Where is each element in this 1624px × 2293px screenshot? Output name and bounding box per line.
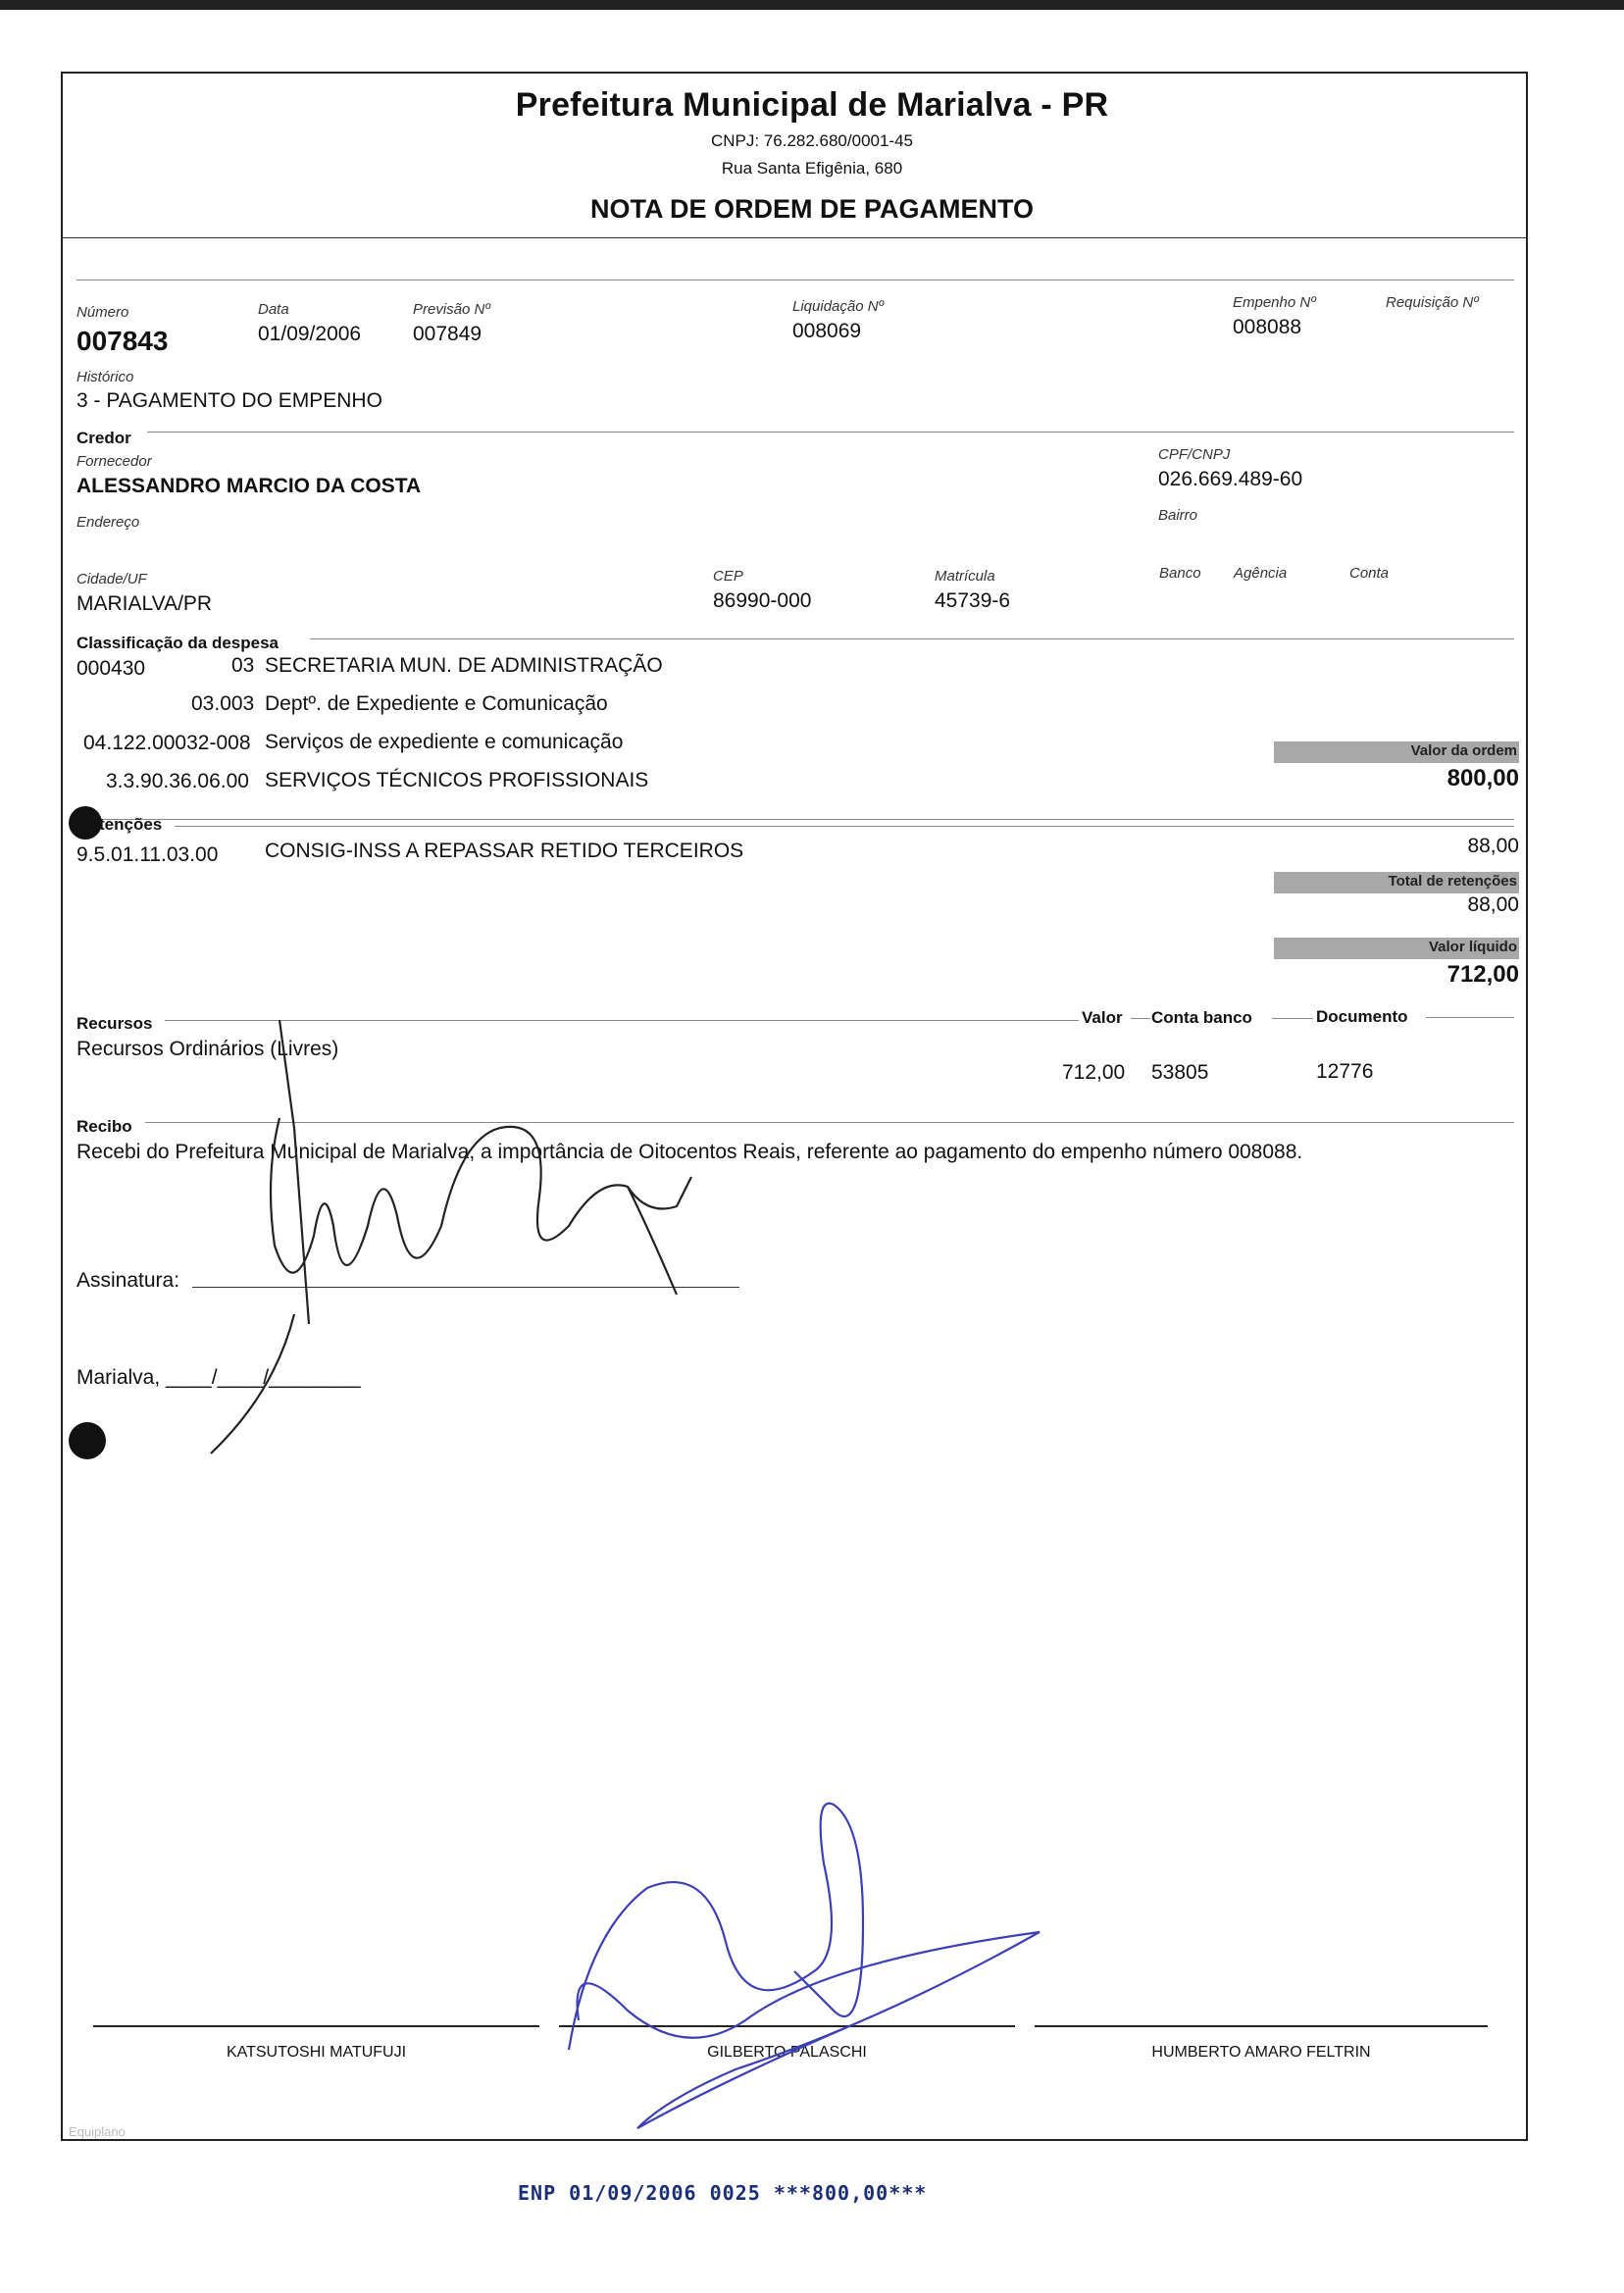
valor-ordem-value: 800,00 — [1446, 765, 1519, 791]
director-signature — [569, 1804, 1040, 2128]
valor-ordem-label: Valor da ordem — [1410, 742, 1517, 759]
document-title: NOTA DE ORDEM DE PAGAMENTO — [589, 194, 1034, 224]
total-retencoes-value: 88,00 — [1467, 893, 1519, 916]
class-l3-text: Serviços de expediente e comunicação — [265, 731, 624, 753]
local-date: Marialva, ____/____/________ — [76, 1366, 361, 1389]
recibo-text: Recebi do Prefeitura Municipal de Marialva, a importância de Oitocentos Reais, referente ao pagamento do empenho número 008088. — [76, 1141, 1303, 1163]
cidade-value: MARIALVA/PR — [76, 592, 213, 615]
class-l4-text: SERVIÇOS TÉCNICOS PROFISSIONAIS — [265, 769, 649, 791]
recursos-valor-label: Valor — [1082, 1008, 1123, 1027]
class-l3-code: 04.122.00032-008 — [83, 732, 251, 754]
total-retencoes-label: Total de retenções — [1388, 873, 1517, 890]
liquidacao-value: 008069 — [792, 320, 862, 342]
recursos-section: Recursos — [76, 1014, 153, 1033]
valor-liquido-label: Valor líquido — [1428, 939, 1517, 955]
cidade-label: Cidade/UF — [76, 571, 147, 587]
retencao-desc: CONSIG-INSS A REPASSAR RETIDO TERCEIROS — [265, 840, 744, 862]
cpf-value: 026.669.489-60 — [1158, 468, 1303, 490]
data-label: Data — [258, 301, 289, 318]
requisicao-label: Requisição Nº — [1386, 294, 1479, 311]
signatory-3: HUMBERTO AMARO FELTRIN — [1151, 2044, 1371, 2061]
footer-stamp-code: ENP 01/09/2006 0025 ***800,00*** — [518, 2181, 928, 2205]
matricula-value: 45739-6 — [935, 589, 1011, 612]
creditor-signature — [211, 1020, 691, 1453]
numero-value: 007843 — [76, 326, 169, 356]
recursos-doc-label: Documento — [1316, 1007, 1408, 1026]
recursos-documento: 12776 — [1316, 1060, 1374, 1083]
agencia-label: Agência — [1234, 565, 1288, 582]
header-title: Prefeitura Municipal de Marialva - PR — [515, 86, 1109, 124]
matricula-label: Matrícula — [935, 568, 995, 585]
recursos-desc: Recursos Ordinários (Livres) — [76, 1038, 339, 1060]
retencao-code: 9.5.01.11.03.00 — [76, 843, 219, 866]
recibo-section: Recibo — [76, 1117, 132, 1136]
recursos-conta: 53805 — [1151, 1061, 1209, 1084]
class-l2-code: 03.003 — [191, 692, 255, 715]
empenho-value: 008088 — [1233, 316, 1302, 338]
retencao-value: 88,00 — [1467, 835, 1519, 857]
cep-value: 86990-000 — [713, 589, 812, 612]
class-l1-sub: 03 — [231, 654, 255, 677]
previsao-label: Previsão Nº — [413, 301, 490, 318]
fornecedor-label: Fornecedor — [76, 453, 152, 470]
conta-label: Conta — [1349, 565, 1390, 582]
endereco-label: Endereço — [76, 514, 140, 531]
data-value: 01/09/2006 — [258, 323, 362, 345]
equiplano-watermark: Equiplano — [69, 2124, 126, 2139]
signatory-2: GILBERTO PALASCHI — [707, 2044, 867, 2061]
historico-value: 3 - PAGAMENTO DO EMPENHO — [76, 389, 382, 412]
class-l1-code: 000430 — [76, 657, 146, 680]
cep-label: CEP — [713, 568, 743, 585]
class-l4-code: 3.3.90.36.06.00 — [106, 770, 249, 792]
numero-label: Número — [76, 304, 129, 321]
classificacao-section: Classificação da despesa — [76, 634, 279, 652]
historico-label: Histórico — [76, 369, 134, 385]
class-l1-text: SECRETARIA MUN. DE ADMINISTRAÇÃO — [265, 654, 663, 677]
retencoes-section: tenções — [99, 815, 163, 834]
cpf-label: CPF/CNPJ — [1158, 446, 1231, 463]
recursos-valor: 712,00 — [1062, 1061, 1126, 1084]
header-cnpj: CNPJ: 76.282.680/0001-45 — [710, 131, 914, 150]
previsao-value: 007849 — [413, 323, 482, 345]
bairro-label: Bairro — [1158, 507, 1198, 524]
recursos-conta-label: Conta banco — [1151, 1008, 1252, 1027]
valor-liquido-value: 712,00 — [1446, 961, 1519, 988]
signatory-1: KATSUTOSHI MATUFUJI — [226, 2044, 407, 2061]
empenho-label: Empenho Nº — [1233, 294, 1316, 311]
banco-label: Banco — [1159, 565, 1201, 582]
credor-section: Credor — [76, 429, 131, 447]
liquidacao-label: Liquidação Nº — [792, 298, 885, 315]
class-l2-text: Deptº. de Expediente e Comunicação — [265, 692, 608, 715]
header-address: Rua Santa Efigênia, 680 — [721, 159, 903, 178]
assinatura-label: Assinatura: — [76, 1269, 180, 1292]
fornecedor-value: ALESSANDRO MARCIO DA COSTA — [76, 475, 422, 497]
